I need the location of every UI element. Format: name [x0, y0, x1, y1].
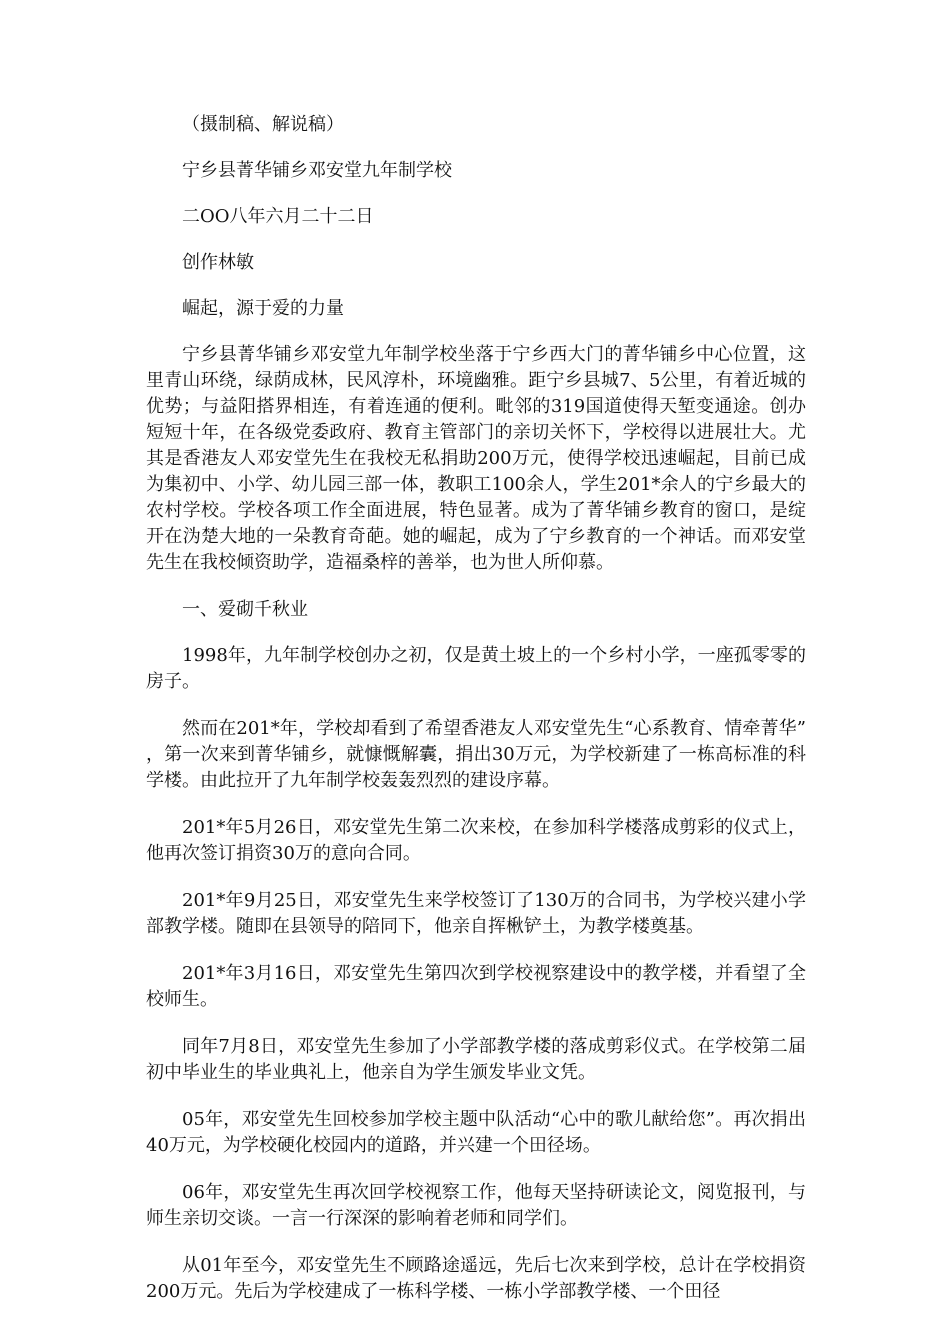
paragraph: 201*年3月16日，邓安堂先生第四次到学校视察建设中的教学楼，并看望了全校师生。 [146, 963, 806, 1010]
paragraph: 05年，邓安堂先生回校参加学校主题中队活动“心中的歌儿献给您”。再次捐出40万元，为学校硬化校园内的道路，并兴建一个田径场。 [146, 1109, 806, 1156]
paragraph: 然而在201*年，学校却看到了希望香港友人邓安堂先生“心系教育、情牵菁华”，第一次来到菁华铺乡，就慷慨解囊，捐出30万元，为学校新建了一栋高标准的科学楼。由此拉开了九年制学校轰轰烈烈的建设序幕。 [146, 718, 806, 791]
intro-paragraph: 宁乡县菁华铺乡邓安堂九年制学校坐落于宁乡西大门的菁华铺乡中心位置，这里青山环绕，绿荫成林，民风淳朴，环境幽雅。距宁乡县城7、5公里，有着近城的优势；与益阳搭界相连，有着连通的便利。毗邻的319国道使得天堑变通途。创办短短十年，在各级党委政府、教育主管部门的亲切关怀下，学校得以进展壮大。尤其是香港友人邓安堂先生在我校无私捐助200万元，使得学校迅速崛起，目前已成为集初中、小学、幼儿园三部一体，教职工100余人，学生201*余人的宁乡最大的农村学校。学校各项工作全面进展，特色显著。成为了菁华铺乡教育的窗口，是绽开在沩楚大地的一朵教育奇葩。她的崛起，成为了宁乡教育的一个神话。而邓安堂先生在我校倾资助学，造福桑梓的善举，也为世人所仰慕。 [146, 344, 806, 573]
paragraph: 1998年，九年制学校创办之初，仅是黄土坡上的一个乡村小学，一座孤零零的房子。 [146, 645, 806, 692]
section-title: 一、爱砌千秋业 [182, 599, 308, 620]
paragraph: 201*年9月25日，邓安堂先生来学校签订了130万的合同书，为学校兴建小学部教学楼。随即在县领导的陪同下，他亲自挥楸铲土，为教学楼奠基。 [146, 890, 806, 937]
paragraph: 同年7月8日，邓安堂先生参加了小学部教学楼的落成剪彩仪式。在学校第二届初中毕业生的毕业典礼上，他亲自为学生颁发毕业文凭。 [146, 1036, 806, 1083]
document-heading: 崛起，源于爱的力量 [182, 298, 344, 319]
paragraph: 201*年5月26日，邓安堂先生第二次来校，在参加科学楼落成剪彩的仪式上，他再次签订捐资30万的意向合同。 [146, 817, 806, 864]
school-name: 宁乡县菁华铺乡邓安堂九年制学校 [182, 160, 452, 181]
paragraph: 从01年至今，邓安堂先生不顾路途遥远，先后七次来到学校，总计在学校捐资200万元。先后为学校建成了一栋科学楼、一栋小学部教学楼、一个田径 [146, 1255, 806, 1302]
document-page [146, 112, 806, 1326]
paragraph: 06年，邓安堂先生再次回学校视察工作，他每天坚持研读论文，阅览报刊，与师生亲切交谈。一言一行深深的影响着老师和同学们。 [146, 1182, 806, 1229]
author-line: 创作林敏 [182, 252, 254, 273]
document-subtitle: （摄制稿、解说稿） [182, 114, 344, 135]
document-date: 二OO八年六月二十二日 [182, 206, 374, 227]
